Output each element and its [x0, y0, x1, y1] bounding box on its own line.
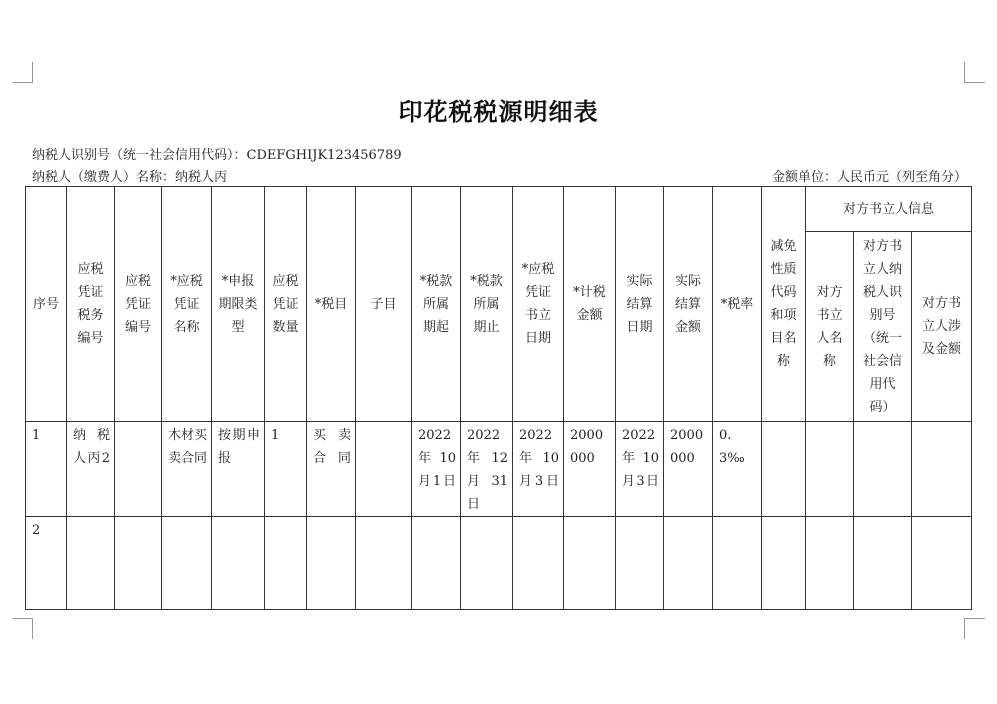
- cell-voucher-qty: [265, 517, 307, 610]
- cell-tax-rate: [713, 517, 762, 610]
- crop-mark-bottom-left: [12, 618, 33, 639]
- cell-cp-name: [806, 422, 854, 517]
- header-cp-name: 对方书立人名称: [806, 232, 854, 422]
- cell-seq: 1: [26, 422, 67, 517]
- cell-voucher-name: [162, 517, 212, 610]
- header-settle-amount: 实际结算金额: [664, 187, 713, 422]
- cell-tax-item: 买卖合同: [307, 422, 356, 517]
- cell-exemption: [762, 517, 806, 610]
- header-period-end: *税款所属期止: [461, 187, 513, 422]
- cell-cp-amount: [912, 422, 972, 517]
- cell-sub-item: [356, 422, 412, 517]
- header-voucher-qty: 应税凭证数量: [265, 187, 307, 422]
- cell-period-end: 2022年12月31日: [461, 422, 513, 517]
- table-row: [26, 517, 972, 610]
- table-row: [26, 422, 972, 517]
- cell-sign-date: 2022年10月3日: [513, 422, 564, 517]
- document-title: 印花税税源明细表: [398, 97, 599, 126]
- cell-period-type: [212, 517, 265, 610]
- cell-taxable-amount: 2000000: [564, 422, 616, 517]
- taxpayer-id-value: CDEFGHIJK123456789: [246, 148, 402, 163]
- header-sub-item: 子目: [356, 187, 412, 422]
- cell-exemption: [762, 422, 806, 517]
- amount-unit: 金额单位：人民币元（列至角分）: [771, 170, 967, 185]
- crop-mark-bottom-right: [964, 618, 985, 639]
- header-tax-rate: *税率: [713, 187, 762, 422]
- cell-period-start: 2022年10月1日: [412, 422, 461, 517]
- header-counterparty-group: 对方书立人信息: [806, 187, 972, 232]
- header-period-type: *申报期限类型: [212, 187, 265, 422]
- header-row-top: [26, 187, 972, 232]
- cell-cp-id: [854, 422, 912, 517]
- header-period-start: *税款所属期起: [412, 187, 461, 422]
- cell-sign-date: [513, 517, 564, 610]
- header-settle-date: 实际结算日期: [616, 187, 664, 422]
- taxpayer-name-label: 纳税人（缴费人）名称：: [32, 170, 176, 185]
- cell-settle-amount: [664, 517, 713, 610]
- cell-period-start: [412, 517, 461, 610]
- cell-cp-name: [806, 517, 854, 610]
- crop-mark-top-left: [12, 62, 33, 83]
- cell-cp-amount: [912, 517, 972, 610]
- cell-sub-item: [356, 517, 412, 610]
- header-taxable-amount: *计税金额: [564, 187, 616, 422]
- cell-tax-rate: 0.3‰: [713, 422, 762, 517]
- cell-voucher-tax-code: [67, 517, 115, 610]
- header-voucher-name: *应税凭证名称: [162, 187, 212, 422]
- cell-period-type: 按期申报: [212, 422, 265, 517]
- header-tax-item: *税目: [307, 187, 356, 422]
- header-sign-date: *应税凭证书立日期: [513, 187, 564, 422]
- taxpayer-id-line: [32, 144, 402, 163]
- cell-tax-item: [307, 517, 356, 610]
- cell-settle-date: [616, 517, 664, 610]
- header-exemption: 减免性质代码和项目名称: [762, 187, 806, 422]
- tax-source-table: [25, 186, 972, 610]
- cell-seq: 2: [26, 517, 67, 610]
- header-cp-id: 对方书立人纳税人识别号（统一社会信用代码）: [854, 232, 912, 422]
- header-voucher-code: 应税凭证编号: [115, 187, 162, 422]
- taxpayer-name-value: 纳税人丙: [175, 170, 228, 185]
- cell-voucher-code: [115, 517, 162, 610]
- header-seq: 序号: [26, 187, 67, 422]
- header-cp-amount: 对方书立人涉及金额: [912, 232, 972, 422]
- cell-voucher-name: 木材买卖合同: [162, 422, 212, 517]
- taxpayer-id-label: 纳税人识别号（统一社会信用代码）：: [32, 148, 247, 163]
- cell-voucher-tax-code: 纳税人丙2: [67, 422, 115, 517]
- taxpayer-name-line: [32, 166, 227, 185]
- cell-cp-id: [854, 517, 912, 610]
- cell-taxable-amount: [564, 517, 616, 610]
- crop-mark-top-right: [964, 62, 985, 83]
- cell-voucher-code: [115, 422, 162, 517]
- cell-period-end: [461, 517, 513, 610]
- cell-settle-amount: 2000000: [664, 422, 713, 517]
- cell-voucher-qty: 1: [265, 422, 307, 517]
- cell-settle-date: 2022年10月3日: [616, 422, 664, 517]
- header-voucher-tax-code: 应税凭证税务编号: [67, 187, 115, 422]
